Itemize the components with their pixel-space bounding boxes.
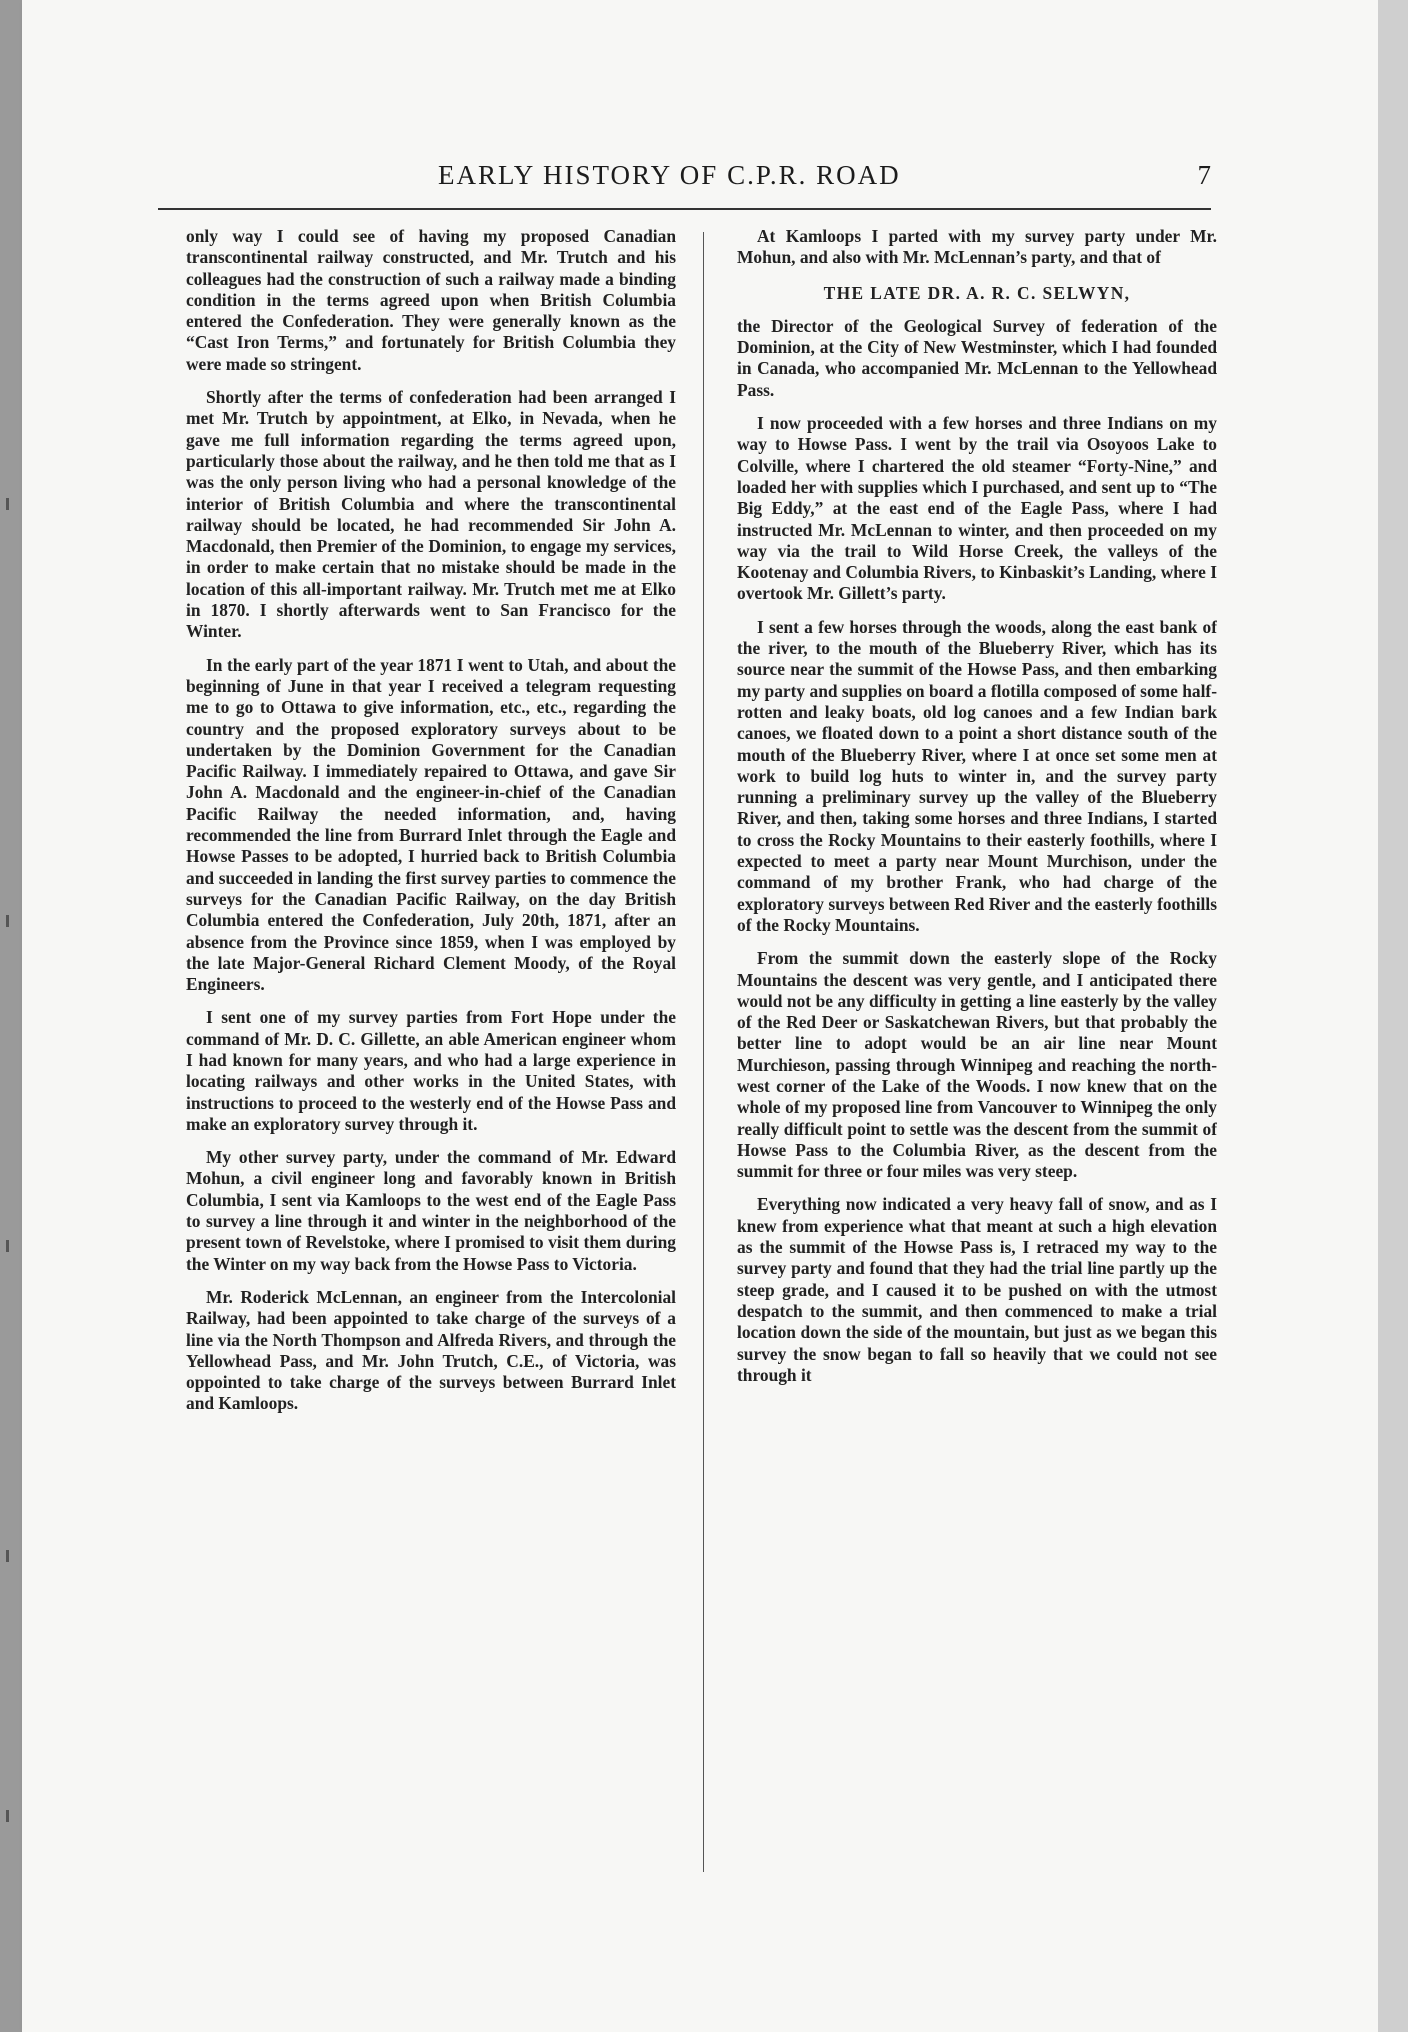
page-number: 7: [1197, 160, 1211, 190]
margin-tick: [6, 1550, 9, 1562]
paragraph: In the early part of the year 1871 I went to Utah, and about the beginning of June in that year I received a telegram requesting me to go to Ottawa to give information, etc., etc., regarding the country and the proposed exploratory surveys about to be undertaken by the Dominion Government for the Canadian Pacific Railway. I immediately repaired to Ottawa, and gave Sir John A. Macdonald and the engineer-in-chief of the Canadian Pacific Railway the needed information, and, having recommended the line from Burrard Inlet through the Eagle and Howse Passes to be adopted, I hurried back to British Columbia and succeeded in landing the first survey parties to commence the surveys for the Canadian Pacific Railway, on the day British Columbia entered the Confederation, July 20th, 1871, after an absence from the Province since 1859, when I was employed by the late Major-General Richard Clement Moody, of the Royal Engineers.: [186, 654, 676, 995]
running-head: [158, 160, 1211, 200]
paragraph: only way I could see of having my proposed Canadian transcontinental railway constructed, and Mr. Trutch and his colleagues had the construction of such a railway made a binding condition in the terms agreed upon when British Columbia entered the Confederation. They were generally known as the “Cast Iron Terms,” and fortunately for British Columbia they were made so stringent.: [186, 226, 676, 374]
paragraph: I sent a few horses through the woods, along the east bank of the river, to the mouth of the Blueberry River, which has its source near the summit of the Howse Pass, and then embarking my party and supplies on board a flotilla composed of some half-rotten and leaky boats, old log canoes and a few Indian bark canoes, we floated down to a point a short distance south of the mouth of the Blueberry River, where I at once set some men at work to build log huts to winter in, and the survey party running a preliminary survey up the valley of the Blueberry River, and then, taking some horses and three Indians, I started to cross the Rocky Mountains to their easterly foothills, where I expected to meet a party near Mount Murchison, under the command of my brother Frank, who had charge of the exploratory surveys between Red River and the easterly foothills of the Rocky Mountains.: [737, 616, 1217, 935]
paragraph: the Director of the Geological Survey of federation of the Dominion, at the City of New Westminster, which I had founded in Canada, who accompanied Mr. McLennan to the Yellowhead Pass.: [737, 315, 1217, 400]
column-divider: [703, 232, 704, 1872]
paragraph: At Kamloops I parted with my survey party under Mr. Mohun, and also with Mr. McLennan’s party, and that of: [737, 226, 1217, 268]
paragraph: I sent one of my survey parties from Fort Hope under the command of Mr. D. C. Gillette, an able American engineer whom I had known for many years, and who had a large experience in locating railways and other works in the United States, with instructions to proceed to the westerly end of the Howse Pass and make an exploratory survey through it.: [186, 1007, 676, 1134]
paragraph: I now proceeded with a few horses and three Indians on my way to Howse Pass. I went by the trail via Osoyoos Lake to Colville, where I chartered the old steamer “Forty-Nine,” and loaded her with supplies which I purchased, and sent up to “The Big Eddy,” at the east end of the Eagle Pass, where I had instructed Mr. McLennan to winter, and then proceeded on my way via the trail to Wild Horse Creek, the valleys of the Kootenay and Columbia Rivers, to Kinbaskit’s Landing, where I overtook Mr. Gillett’s party.: [737, 413, 1217, 604]
margin-tick: [6, 1240, 9, 1252]
scan-right-edge: [1378, 0, 1408, 2032]
paragraph: My other survey party, under the command of Mr. Edward Mohun, a civil engineer long and favorably known in British Columbia, I sent via Kamloops to the west end of the Eagle Pass to survey a line through it and winter in the neighborhood of the present town of Revelstoke, where I promised to visit them during the Winter on my way back from the Howse Pass to Victoria.: [186, 1147, 676, 1274]
left-column: [186, 226, 676, 1886]
paragraph: Mr. Roderick McLennan, an engineer from the Intercolonial Railway, had been appointed to take charge of the surveys of a line via the North Thompson and Alfreda Rivers, and through the Yellowhead Pass, and Mr. John Trutch, C.E., of Victoria, was oppointed to take charge of the surveys between Burrard Inlet and Kamloops.: [186, 1286, 676, 1414]
scan-left-edge: [0, 0, 22, 2032]
right-column: [737, 226, 1217, 1886]
header-rule: [158, 208, 1211, 210]
paragraph: From the summit down the easterly slope of the Rocky Mountains the descent was very gentle, and I anticipated there would not be any difficulty in getting a line easterly by the valley of the Red Deer or Saskatchewan Rivers, but that probably the better line to adopt would be an air line near Mount Murchieson, passing through Winnipeg and reaching the north-west corner of the Lake of the Woods. I now knew that on the whole of my proposed line from Vancouver to Winnipeg the only really difficult point to settle was the descent from the summit of Howse Pass to the Columbia River, as the descent from the summit for three or four miles was very steep.: [737, 948, 1217, 1182]
paragraph: Everything now indicated a very heavy fall of snow, and as I knew from experience what that meant at such a high elevation as the summit of the Howse Pass is, I retraced my way to the survey party and found that they had the trial line partly up the steep grade, and I caused it to be pushed on with the utmost despatch to the summit, and then commenced to make a trial location down the side of the mountain, but just as we began this survey the snow began to fall so heavily that we could not see through it: [737, 1194, 1217, 1385]
running-title: EARLY HISTORY OF C.P.R. ROAD: [438, 160, 901, 190]
margin-tick: [6, 498, 9, 510]
paragraph: Shortly after the terms of confederation had been arranged I met Mr. Trutch by appointment, at Elko, in Nevada, when he gave me full information regarding the terms agreed upon, particularly those about the railway, and he then told me that as I was the only person living who had a personal knowledge of the interior of British Columbia and where the transcontinental railway should be located, he had recommended Sir John A. Macdonald, then Premier of the Dominion, to engage my services, in order to make certain that no mistake should be made in the location of this all-important railway. Mr. Trutch met me at Elko in 1870. I shortly afterwards went to San Francisco for the Winter.: [186, 387, 676, 642]
margin-tick: [6, 915, 9, 927]
margin-tick: [6, 1810, 9, 1822]
section-heading: THE LATE DR. A. R. C. SELWYN,: [823, 282, 1131, 303]
